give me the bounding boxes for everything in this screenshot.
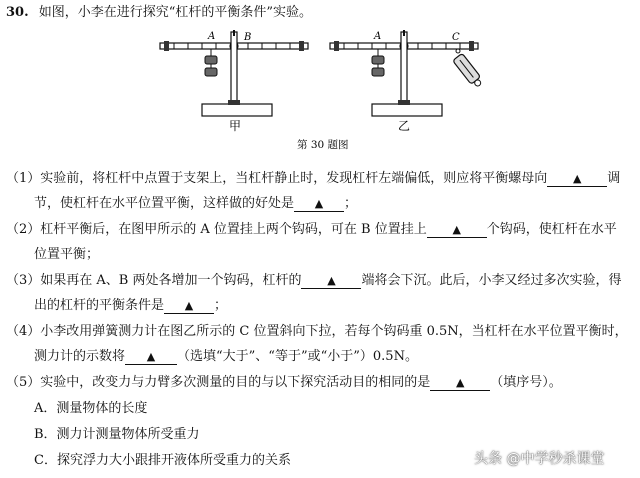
part-1-blank-2[interactable] bbox=[294, 197, 344, 212]
part-1-text: （1）实验前，将杠杆中点置于支架上，当杠杆静止时，发现杠杆左端偏低，则应将平衡螺母向 bbox=[6, 171, 548, 186]
part-4-line-1: （4）小李改用弹簧测力计在图乙所示的 C 位置斜向下拉，若每个钩码重 0.5N，当杠杆在水平位置平衡时， bbox=[6, 324, 628, 339]
part-1-line-2 bbox=[34, 195, 357, 213]
part-2-line-2: 位置平衡； bbox=[34, 247, 100, 262]
label-a-left: A bbox=[208, 31, 216, 42]
blank-mark: ▲ bbox=[184, 299, 194, 312]
part-1-text-end: 调 bbox=[607, 171, 621, 186]
part-1-blank-1[interactable] bbox=[547, 172, 607, 187]
part-3-text: （3）如果再在 A、B 两处各增加一个钩码，杠杆的 bbox=[6, 273, 302, 288]
figure-caption: 第 30 题图 bbox=[297, 139, 349, 151]
part-3-line-2 bbox=[34, 297, 227, 315]
part-2-blank[interactable] bbox=[427, 223, 487, 238]
part-3-blank-1[interactable] bbox=[301, 274, 361, 289]
lever-figure bbox=[0, 0, 640, 160]
part-5-blank[interactable] bbox=[430, 376, 490, 391]
label-b-left: B bbox=[244, 32, 252, 43]
part-3-text-end: 端将会下沉。此后，小李又经过多次实验，得 bbox=[361, 273, 622, 288]
blank-mark: ▲ bbox=[573, 172, 582, 185]
blank-mark: ▲ bbox=[456, 376, 465, 389]
lever-apparatus-left bbox=[160, 30, 308, 133]
part-3-text-2: 出的杠杆的平衡条件是 bbox=[34, 298, 165, 313]
part-2-text-end: 个钩码，使杠杆在水平 bbox=[486, 222, 617, 237]
part-5-text: （5）实验中，改变力与力臂多次测量的目的与以下探究活动目的相同的是 bbox=[6, 375, 431, 390]
part-5-text-end: （填序号）。 bbox=[490, 375, 562, 390]
question-number: 30. bbox=[6, 5, 29, 20]
blank-mark: ▲ bbox=[146, 350, 156, 363]
option-b: B．测力计测量物体所受重力 bbox=[34, 427, 200, 442]
lever-apparatus-right bbox=[330, 30, 484, 133]
part-3-text-2-end: ； bbox=[214, 298, 228, 313]
option-a: A．测量物体的长度 bbox=[34, 401, 148, 416]
part-1-text-2: 节，使杠杆在水平位置平衡，这样做的好处是 bbox=[34, 196, 295, 211]
part-4-blank[interactable] bbox=[125, 350, 177, 365]
caption-left: 甲 bbox=[229, 119, 242, 133]
part-1-text-2-end: ； bbox=[344, 196, 358, 211]
part-2-line-1 bbox=[6, 221, 617, 239]
part-1-line-1 bbox=[6, 170, 620, 188]
part-3-blank-2[interactable] bbox=[164, 299, 214, 314]
part-4-text-end: （选填“大于”、“等于”或“小于”）0.5N。 bbox=[177, 349, 418, 364]
blank-mark: ▲ bbox=[314, 197, 324, 210]
part-3-line-1 bbox=[6, 272, 622, 290]
label-c-right: C bbox=[452, 32, 460, 43]
option-c: C．探究浮力大小跟排开液体所受重力的关系 bbox=[34, 453, 291, 468]
blank-mark: ▲ bbox=[327, 274, 336, 287]
part-4-text: 测力计的示数将 bbox=[34, 349, 126, 364]
blank-mark: ▲ bbox=[452, 223, 461, 236]
part-5-line-1 bbox=[6, 374, 562, 392]
watermark: 头条 @中学秒杀课堂 bbox=[474, 451, 605, 467]
caption-right: 乙 bbox=[398, 119, 411, 133]
question-stem: 如图，小李在进行探究“杠杆的平衡条件”实验。 bbox=[38, 5, 313, 20]
part-4-line-2 bbox=[34, 348, 418, 366]
label-a-right: A bbox=[374, 31, 382, 42]
part-2-text: （2）杠杆平衡后，在图甲所示的 A 位置挂上两个钩码，可在 B 位置挂上 bbox=[6, 222, 427, 237]
